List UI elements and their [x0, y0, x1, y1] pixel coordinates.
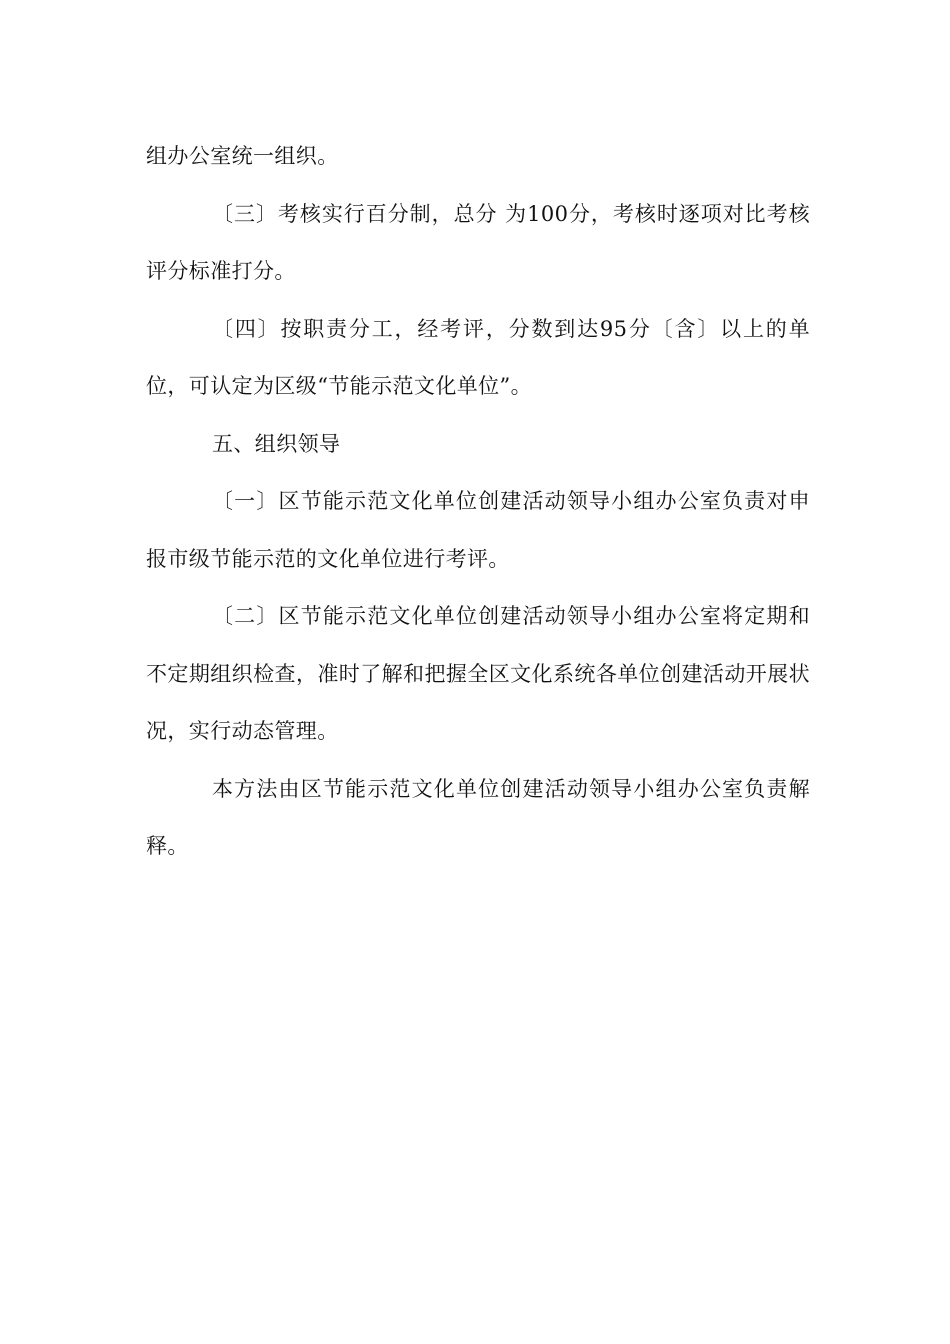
- paragraph-item-5-2: 〔二〕区节能示范文化单位创建活动领导小组办公室将定期和不定期组织检查，准时了解和把握全区文化系统各单位创建活动开展状况，实行动态管理。: [146, 604, 810, 743]
- paragraph-continuation: 组办公室统一组织。: [146, 144, 339, 168]
- paragraph-closing: 本方法由区节能示范文化单位创建活动领导小组办公室负责解释。: [146, 776, 810, 858]
- paragraph-item-5-1: 〔一〕区节能示范文化单位创建活动领导小组办公室负责对申报市级节能示范的文化单位进行考评。: [146, 489, 810, 571]
- section-heading-organization: 五、组织领导: [212, 431, 341, 456]
- paragraph-item-3: 〔三〕考核实行百分制，总分 为100分，考核时逐项对比考核评分标准打分。: [146, 201, 810, 283]
- document-body: [146, 128, 810, 876]
- paragraph-item-4: 〔四〕按职责分工，经考评，分数到达95分〔含〕以上的单位，可认定为区级“节能示范文化单位”。: [146, 316, 810, 398]
